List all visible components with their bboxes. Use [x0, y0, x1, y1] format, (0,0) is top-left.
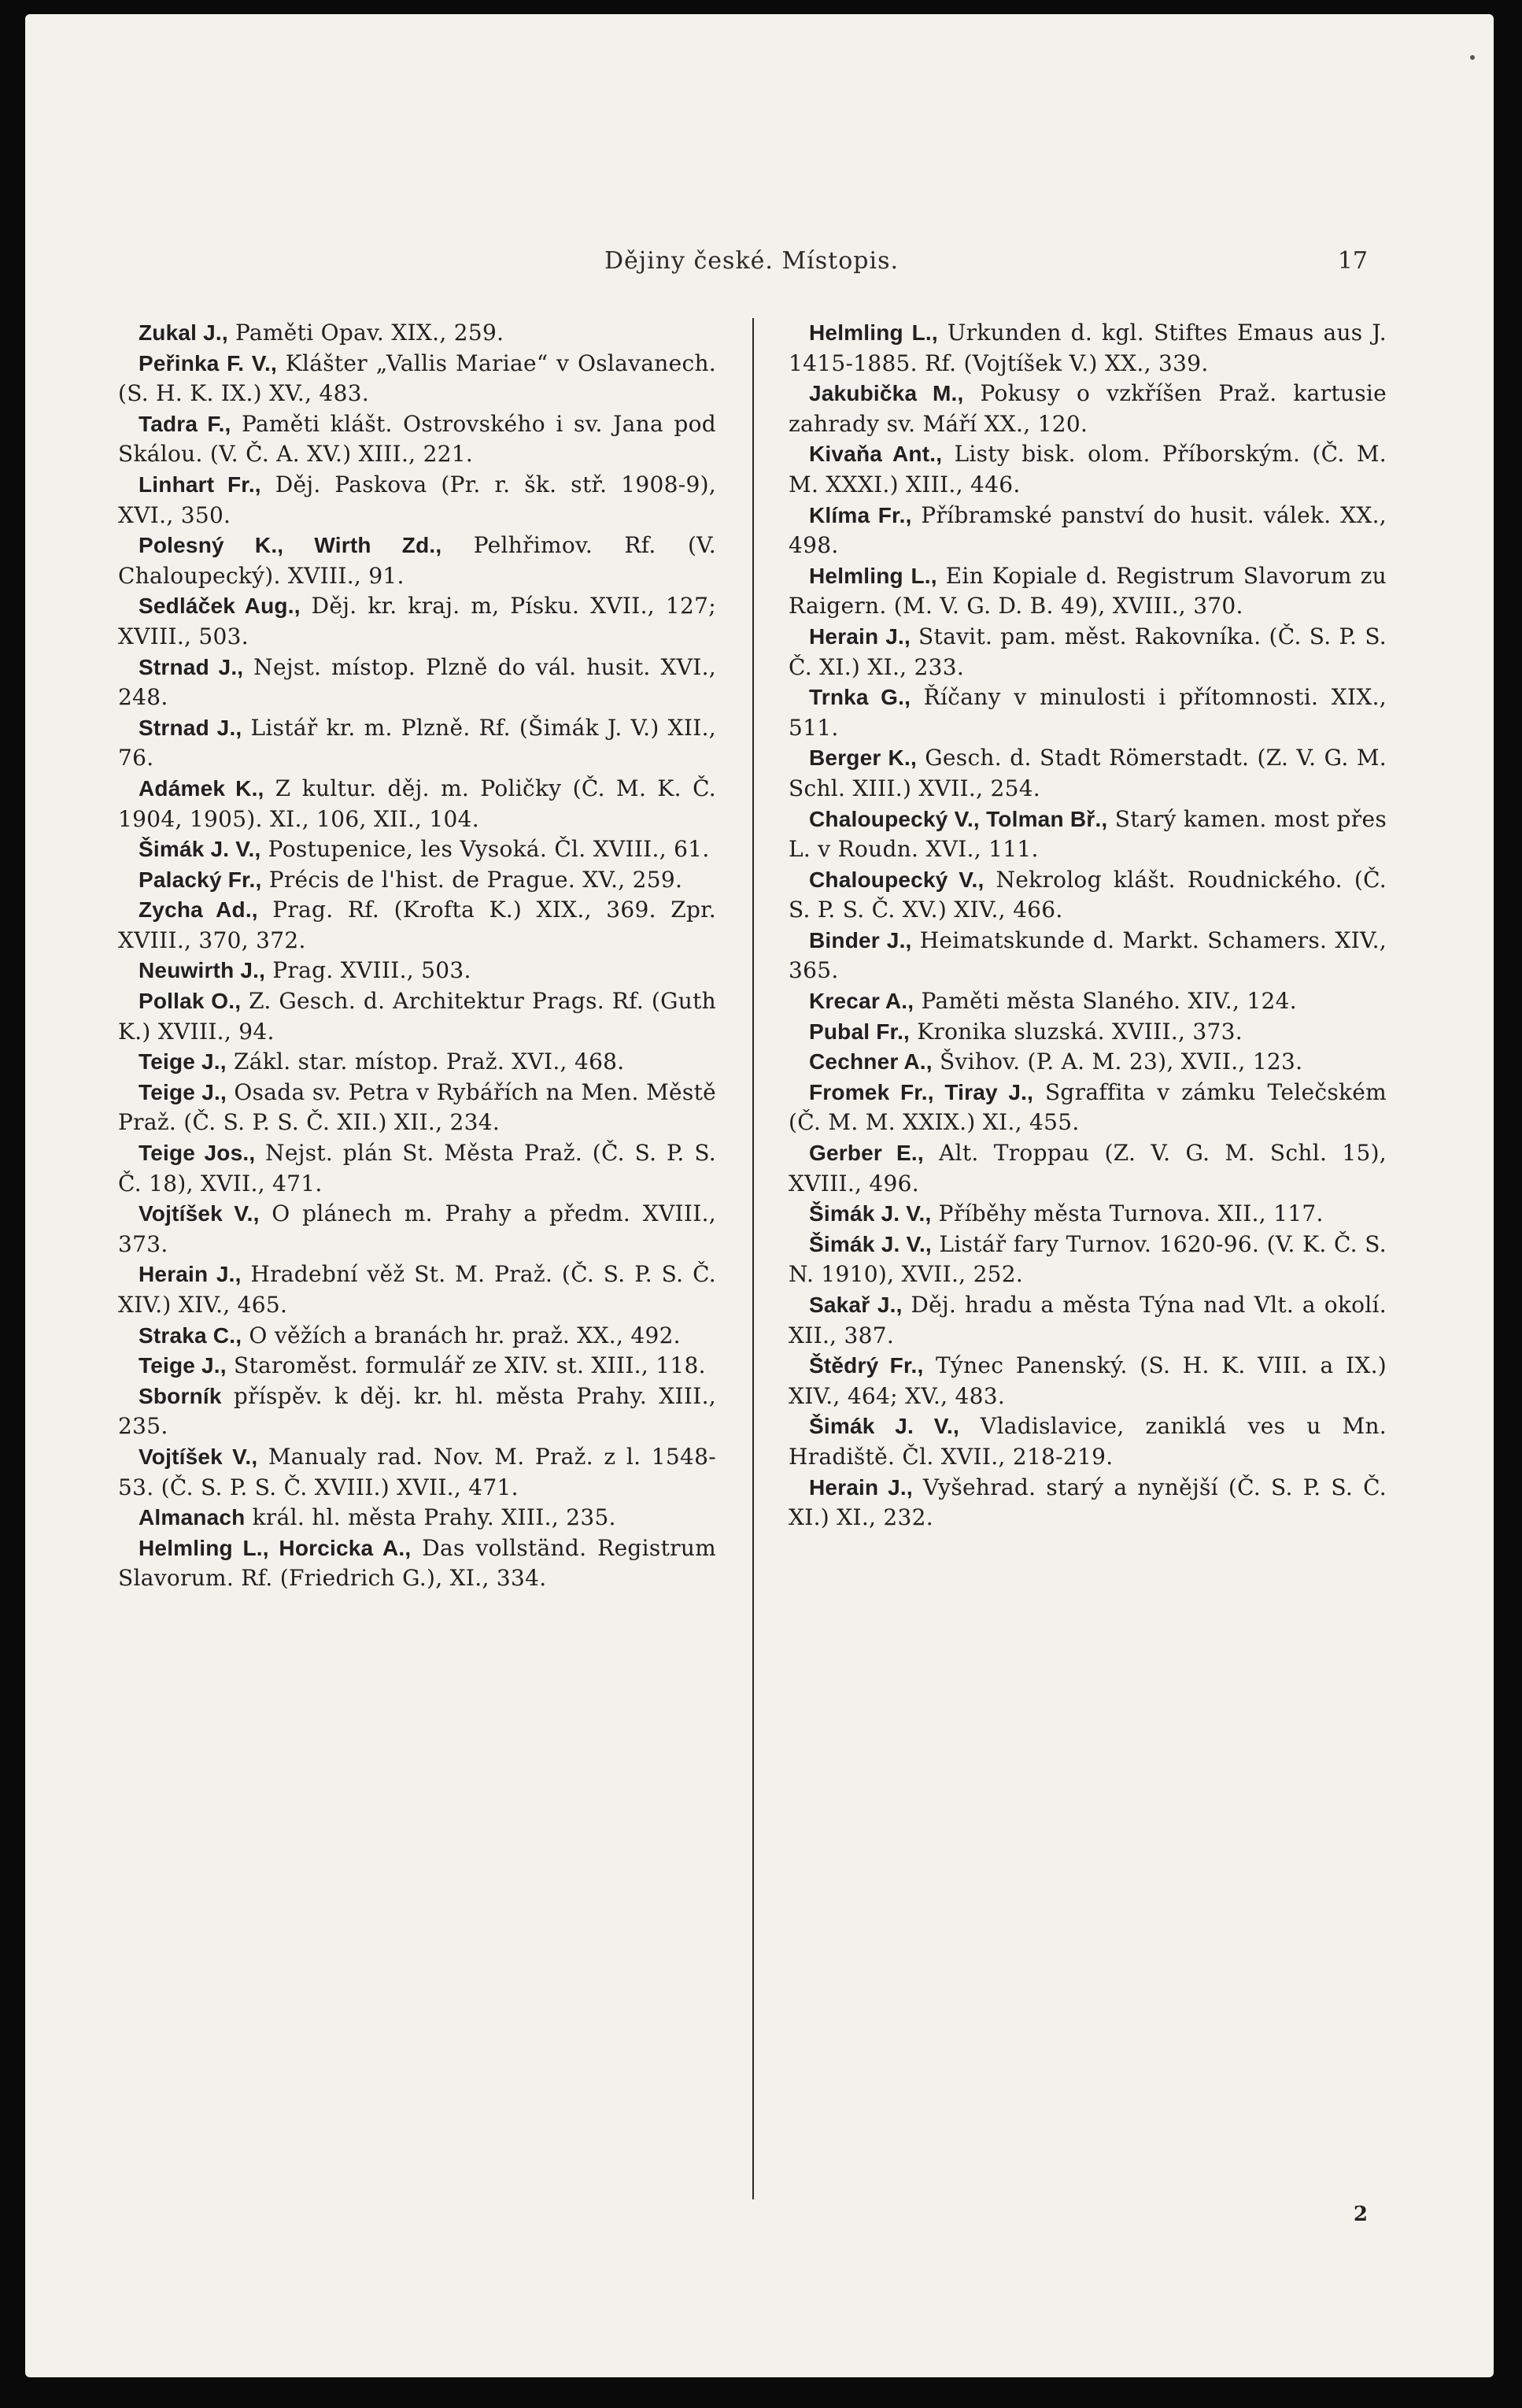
- entry-citation: Pelhřimov. Rf. (V. Chaloupecký). XVIII., 91.: [118, 532, 717, 589]
- entry-author: Teige Jos.,: [139, 1141, 256, 1166]
- print-speck: [1470, 55, 1475, 60]
- entry-author: Vojtíšek V.,: [139, 1201, 260, 1226]
- bibliography-entry: [789, 1290, 1387, 1351]
- entry-author: Almanach: [139, 1505, 246, 1530]
- entry-citation: Urkunden d. kgl. Stiftes Emaus aus J. 1415-1885. Rf. (Vojtíšek V.) XX., 339.: [789, 320, 1387, 376]
- entry-citation: Příbramské panství do husit. válek. XX., 498.: [789, 501, 1387, 559]
- entry-author: Peřinka F. V.,: [139, 350, 278, 375]
- column-divider: [752, 318, 754, 2199]
- bibliography-entry: [118, 470, 716, 531]
- bibliography-entry: [118, 986, 716, 1047]
- bibliography-entry: [789, 1199, 1387, 1230]
- bibliography-entry: [118, 409, 716, 470]
- bibliography-entry: [789, 318, 1387, 379]
- bibliography-entry: [118, 865, 716, 896]
- entry-author: Pubal Fr.,: [809, 1019, 911, 1044]
- entry-citation: Ein Kopiale d. Registrum Slavorum zu Raigern. (M. V. G. D. B. 49), XVIII., 370.: [789, 562, 1387, 620]
- entry-author: Šimák J. V.,: [809, 1201, 932, 1226]
- entry-author: Palacký Fr.,: [139, 867, 262, 892]
- entry-author: Šimák J. V.,: [809, 1414, 959, 1439]
- entry-citation: Listář fary Turnov. 1620-96. (V. K. Č. S. N. 1910), XVII., 252.: [789, 1230, 1387, 1288]
- bibliography-entry: [789, 682, 1387, 743]
- bibliography-entry: [789, 865, 1387, 926]
- entry-author: Adámek K.,: [139, 775, 264, 801]
- entry-citation: Das vollständ. Registrum Slavorum. Rf. (Friedrich G.), XI., 334.: [118, 1534, 717, 1592]
- bibliography-entry: [118, 1321, 716, 1352]
- entry-author: Teige J.,: [139, 1079, 227, 1104]
- bibliography-entry: [118, 1259, 716, 1320]
- entry-author: Klíma Fr.,: [809, 502, 912, 527]
- entry-citation: Hradební věž St. M. Praž. (Č. S. P. S. Č. XIV.) XIV., 465.: [118, 1261, 716, 1318]
- entry-citation: Stavit. pam. měst. Rakovníka. (Č. S. P. S. Č. XI.) XI., 233.: [789, 623, 1387, 680]
- entry-citation: Osada sv. Petra v Rybářích na Men. Městě Praž. (Č. S. P. S. Č. XII.) XII., 234.: [118, 1078, 716, 1136]
- entry-citation: Švihov. (P. A. M. 23), XVII., 123.: [932, 1049, 1303, 1075]
- entry-citation: O plánech m. Prahy a předm. XVIII., 373.: [118, 1200, 716, 1257]
- entry-author: Zukal J.,: [139, 320, 228, 345]
- bibliography-columns: [118, 318, 1395, 2199]
- entry-citation: Manualy rad. Nov. M. Praž. z l. 1548-53. (Č. S. P. S. Č. XVIII.) XVII., 471.: [118, 1443, 716, 1500]
- entry-citation: příspěv. k děj. kr. hl. města Prahy. XIII., 235.: [118, 1382, 716, 1440]
- entry-author: Chaloupecký V., Tolman Bř.,: [809, 806, 1108, 831]
- bibliography-entry: [118, 1047, 716, 1078]
- page-number: 17: [1337, 247, 1368, 275]
- entry-citation: Děj. Paskova (Pr. r. šk. stř. 1908-9), XVI., 350.: [118, 471, 716, 528]
- bibliography-entry: [789, 501, 1387, 561]
- bibliography-entry: [118, 1078, 716, 1138]
- entry-author: Teige J.,: [139, 1049, 227, 1075]
- entry-citation: Gesch. d. Stadt Römerstadt. (Z. V. G. M. Schl. XIII.) XVII., 254.: [789, 745, 1387, 801]
- entry-author: Gerber E.,: [809, 1141, 924, 1166]
- bibliography-entry: [118, 1199, 716, 1259]
- entry-citation: Nekrolog klášt. Roudnického. (Č. S. P. S. Č. XV.) XIV., 466.: [789, 866, 1387, 923]
- entry-citation: Děj. hradu a města Týna nad Vlt. a okolí. XII., 387.: [789, 1292, 1387, 1348]
- bibliography-entry: [789, 561, 1387, 622]
- entry-citation: Příběhy města Turnova. XII., 117.: [931, 1200, 1324, 1227]
- entry-author: Linhart Fr.,: [139, 472, 261, 497]
- bibliography-entry: [118, 531, 716, 591]
- entry-author: Helmling L.,: [809, 320, 938, 345]
- entry-author: Šimák J. V.,: [809, 1231, 932, 1256]
- entry-author: Sakař J.,: [809, 1293, 903, 1317]
- entry-author: Sborník: [139, 1383, 222, 1408]
- entry-author: Strnad J.,: [139, 715, 242, 740]
- entry-citation: Paměti Opav. XIX., 259.: [227, 320, 504, 346]
- entry-author: Herain J.,: [139, 1262, 242, 1287]
- entry-citation: Nejst. plán St. Města Praž. (Č. S. P. S. Č. 18), XVII., 471.: [118, 1140, 716, 1197]
- entry-author: Straka C.,: [139, 1322, 242, 1348]
- running-title: Dějiny české. Místopis.: [604, 247, 900, 275]
- bibliography-entry: [118, 834, 716, 865]
- bibliography-entry: [789, 1473, 1387, 1533]
- entry-citation: Précis de l'hist. de Prague. XV., 259.: [261, 866, 683, 893]
- bibliography-entry: [118, 1442, 716, 1503]
- entry-author: Helmling L.,: [809, 563, 937, 588]
- entry-citation: Starý kamen. most přes L. v Roudn. XVI., 111.: [789, 805, 1387, 863]
- entry-citation: Z. Gesch. d. Architektur Prags. Rf. (Guth K.) XVIII., 94.: [118, 988, 716, 1045]
- bibliography-entry: [118, 653, 716, 713]
- bibliography-entry: [118, 349, 716, 409]
- entry-citation: Nejst. místop. Plzně do vál. husit. XVI., 248.: [118, 653, 716, 711]
- entry-author: Strnad J.,: [139, 654, 244, 679]
- entry-author: Binder J.,: [809, 927, 912, 952]
- entry-author: Trnka G.,: [809, 685, 911, 710]
- entry-author: Polesný K., Wirth Zd.,: [139, 533, 442, 558]
- entry-citation: Týnec Panenský. (S. H. K. VIII. a IX.) XIV., 464; XV., 483.: [789, 1352, 1387, 1409]
- bibliography-entry: [789, 1411, 1387, 1472]
- bibliography-entry: [118, 591, 716, 652]
- bibliography-entry: [789, 1017, 1387, 1048]
- entry-citation: Paměti klášt. Ostrovského i sv. Jana pod Skálou. (V. Č. A. XV.) XIII., 221.: [118, 410, 716, 468]
- entry-author: Teige J.,: [139, 1353, 227, 1378]
- entry-citation: Pokusy o vzkříšen Praž. kartusie zahrady sv. Máří XX., 120.: [789, 380, 1387, 437]
- entry-author: Šimák J. V.,: [139, 837, 261, 862]
- bibliography-entry: [118, 774, 716, 834]
- bibliography-entry: [118, 318, 716, 349]
- entry-author: Sedláček Aug.,: [139, 594, 301, 619]
- entry-author: Krecar A.,: [809, 989, 914, 1014]
- entry-citation: Paměti města Slaného. XIV., 124.: [914, 988, 1297, 1015]
- left-column: [118, 318, 716, 1594]
- bibliography-entry: [118, 956, 716, 986]
- entry-citation: král. hl. města Prahy. XIII., 235.: [245, 1504, 616, 1531]
- bibliography-entry: [118, 1503, 716, 1533]
- entry-citation: Vladislavice, zaniklá ves u Mn. Hradiště. Čl. XVII., 218-219.: [789, 1413, 1387, 1470]
- bibliography-entry: [789, 1078, 1387, 1138]
- bibliography-entry: [789, 986, 1387, 1017]
- entry-citation: Prag. Rf. (Krofta K.) XIX., 369. Zpr. XVIII., 370, 372.: [118, 897, 716, 953]
- entry-author: Helmling L., Horcicka A.,: [139, 1535, 412, 1560]
- running-head: [135, 247, 1368, 287]
- entry-author: Tadra F.,: [139, 411, 231, 436]
- bibliography-entry: [789, 805, 1387, 865]
- entry-citation: Kronika sluzská. XVIII., 373.: [910, 1018, 1243, 1045]
- entry-citation: Vyšehrad. starý a nynější (Č. S. P. S. Č. XI.) XI., 232.: [789, 1474, 1387, 1531]
- entry-citation: Klášter „Vallis Mariae“ v Oslavanech. (S. H. K. IX.) XV., 483.: [118, 350, 716, 407]
- bibliography-entry: [118, 1382, 716, 1442]
- entry-author: Cechner A.,: [809, 1049, 933, 1075]
- entry-citation: Říčany v minulosti i přítomnosti. XIX., 511.: [789, 684, 1387, 741]
- entry-author: Kivaňa Ant.,: [809, 442, 943, 467]
- bibliography-entry: [789, 743, 1387, 804]
- entry-citation: Alt. Troppau (Z. V. G. M. Schl. 15), XVIII., 496.: [789, 1140, 1387, 1197]
- entry-citation: O věžích a branách hr. praž. XX., 492.: [242, 1322, 681, 1348]
- bibliography-entry: [789, 379, 1387, 439]
- bibliography-entry: [118, 895, 716, 956]
- book-page: [25, 14, 1494, 2377]
- bibliography-entry: [118, 713, 716, 774]
- entry-citation: Staroměst. formulář ze XIV. st. XIII., 118.: [226, 1352, 706, 1379]
- entry-author: Jakubička M.,: [809, 381, 964, 406]
- entry-author: Štědrý Fr.,: [809, 1353, 924, 1378]
- bibliography-entry: [789, 1047, 1387, 1078]
- bibliography-entry: [789, 622, 1387, 682]
- entry-citation: Sgraffita v zámku Telečském (Č. M. M. XXIX.) XI., 455.: [789, 1078, 1387, 1136]
- bibliography-entry: [789, 1138, 1387, 1199]
- entry-citation: Heimatskunde d. Markt. Schamers. XIV., 365.: [789, 927, 1387, 984]
- entry-author: Chaloupecký V.,: [809, 867, 984, 892]
- bibliography-entry: [118, 1533, 716, 1594]
- entry-citation: Prag. XVIII., 503.: [265, 957, 471, 984]
- signature-mark: 2: [1353, 2203, 1368, 2226]
- entry-author: Fromek Fr., Tiray J.,: [809, 1079, 1034, 1104]
- bibliography-entry: [789, 439, 1387, 500]
- entry-author: Pollak O.,: [139, 989, 242, 1014]
- bibliography-entry: [789, 926, 1387, 986]
- bibliography-entry: [118, 1351, 716, 1382]
- entry-author: Herain J.,: [809, 623, 911, 649]
- entry-citation: Děj. kr. kraj. m, Písku. XVII., 127; XVIII., 503.: [118, 593, 716, 649]
- entry-author: Zycha Ad.,: [139, 897, 258, 923]
- entry-citation: Zákl. star. místop. Praž. XVI., 468.: [226, 1049, 625, 1075]
- entry-citation: Postupenice, les Vysoká. Čl. XVIII., 61.: [260, 836, 710, 863]
- entry-author: Berger K.,: [809, 745, 917, 771]
- entry-author: Herain J.,: [809, 1474, 913, 1500]
- bibliography-entry: [789, 1230, 1387, 1290]
- entry-author: Neuwirth J.,: [139, 958, 266, 983]
- entry-author: Vojtíšek V.,: [139, 1444, 258, 1469]
- entry-citation: Listy bisk. olom. Příborským. (Č. M. M. XXXI.) XIII., 446.: [789, 441, 1387, 498]
- bibliography-entry: [118, 1138, 716, 1199]
- bibliography-entry: [789, 1351, 1387, 1411]
- entry-citation: Z kultur. děj. m. Poličky (Č. M. K. Č. 1904, 1905). XI., 106, XII., 104.: [118, 775, 717, 832]
- entry-citation: Listář kr. m. Plzně. Rf. (Šimák J. V.) XII., 76.: [118, 714, 716, 771]
- right-column: [789, 318, 1387, 1533]
